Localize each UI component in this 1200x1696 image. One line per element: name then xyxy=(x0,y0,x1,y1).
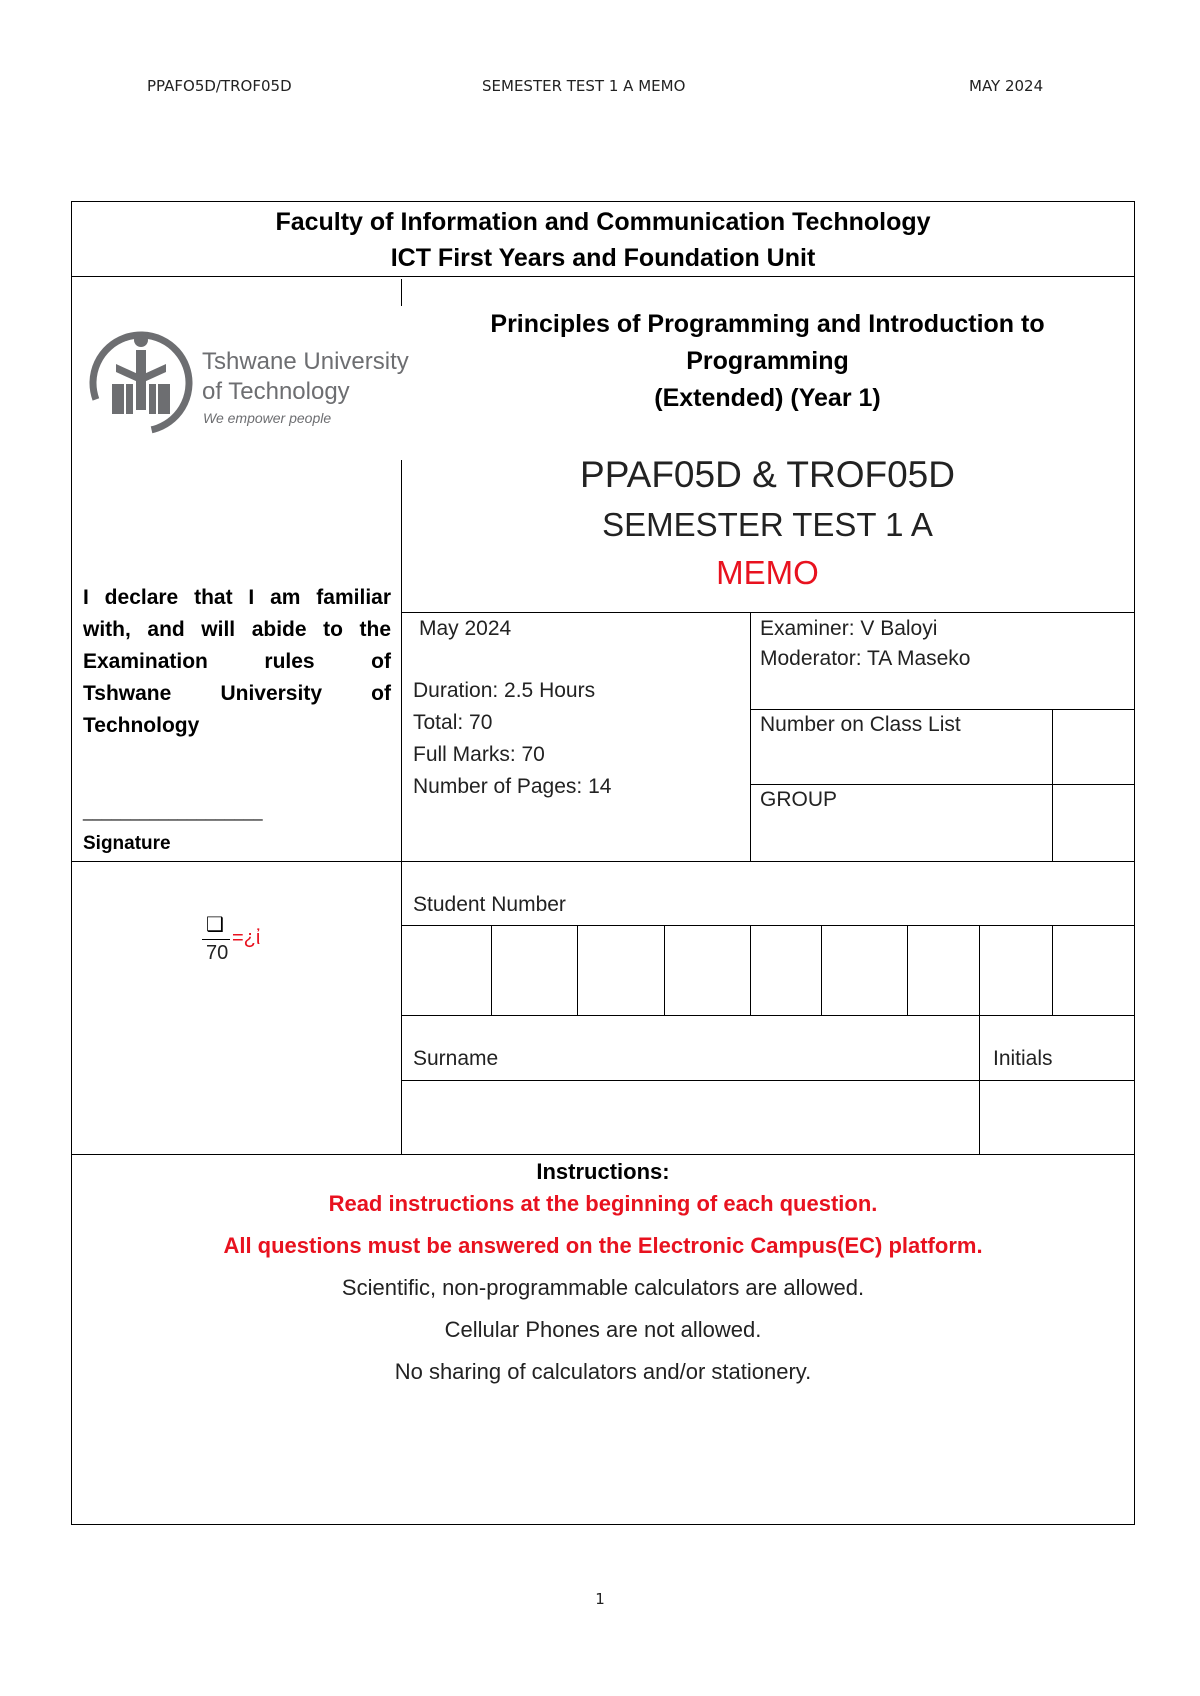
group-field[interactable] xyxy=(1053,785,1134,861)
declaration-line4: Tshwane University of xyxy=(83,682,391,705)
header-title: SEMESTER TEST 1 A MEMO xyxy=(482,77,686,95)
declaration-line1: I declare that I am familiar xyxy=(83,586,391,609)
logo-name-line1: Tshwane University xyxy=(202,348,409,375)
surname-field[interactable] xyxy=(402,1081,978,1154)
page-count: Number of Pages: 14 xyxy=(413,775,612,798)
class-list-number-field[interactable] xyxy=(1053,710,1134,784)
initials-label: Initials xyxy=(993,1047,1053,1070)
instruction-calculators: Scientific, non-programmable calculators are allowed. xyxy=(341,1275,865,1300)
memo-label: MEMO xyxy=(716,554,819,591)
signature-line: ___________________ xyxy=(83,802,263,821)
score-placeholder: ❑ xyxy=(206,914,224,936)
header-course-code: PPAFO5D/TROF05D xyxy=(147,77,292,95)
instructions-heading: Instructions: xyxy=(536,1159,670,1184)
declaration-line5: Technology xyxy=(83,714,200,737)
unit-name: ICT First Years and Foundation Unit xyxy=(390,244,816,272)
university-logo xyxy=(86,326,409,438)
moderator: Moderator: TA Maseko xyxy=(760,647,971,670)
score-denominator: 70 xyxy=(206,942,229,964)
signature-label: Signature xyxy=(83,833,171,854)
logo-tagline: We empower people xyxy=(203,410,332,426)
instruction-phones: Cellular Phones are not allowed. xyxy=(444,1317,762,1342)
test-name: SEMESTER TEST 1 A xyxy=(602,506,933,543)
faculty-name: Faculty of Information and Communication Technology xyxy=(275,208,931,236)
page-number: 1 xyxy=(595,1590,605,1608)
declaration-line2: with, and will abide to the xyxy=(83,618,391,641)
logo-emblem-icon xyxy=(86,326,196,438)
logo-name-line2: of Technology xyxy=(202,378,350,405)
group-label: GROUP xyxy=(760,788,838,811)
test-date: May 2024 xyxy=(419,617,512,640)
instruction-platform: All questions must be answered on the Electronic Campus(EC) platform. xyxy=(223,1233,983,1258)
course-title-line1: Principles of Programming and Introduction to xyxy=(490,310,1045,338)
course-title-line2: Programming xyxy=(686,347,849,375)
score-result: =¿ἰ xyxy=(232,927,261,949)
total-marks: Total: 70 xyxy=(413,711,493,734)
header-date: MAY 2024 xyxy=(969,77,1044,95)
course-title-line3: (Extended) (Year 1) xyxy=(654,384,881,412)
class-list-label: Number on Class List xyxy=(760,713,961,736)
examiner: Examiner: V Baloyi xyxy=(760,617,938,640)
student-number-label: Student Number xyxy=(413,893,566,916)
student-number-boxes[interactable] xyxy=(402,926,1134,1015)
duration: Duration: 2.5 Hours xyxy=(413,679,596,702)
instruction-read: Read instructions at the beginning of each question. xyxy=(328,1191,878,1216)
score-fraction xyxy=(200,912,280,972)
instruction-sharing: No sharing of calculators and/or stationery. xyxy=(394,1359,812,1384)
declaration-line3: Examination rules of xyxy=(83,650,391,673)
surname-label: Surname xyxy=(413,1047,499,1070)
initials-field[interactable] xyxy=(980,1081,1134,1154)
course-codes: PPAF05D & TROF05D xyxy=(580,454,955,495)
full-marks: Full Marks: 70 xyxy=(413,743,545,766)
